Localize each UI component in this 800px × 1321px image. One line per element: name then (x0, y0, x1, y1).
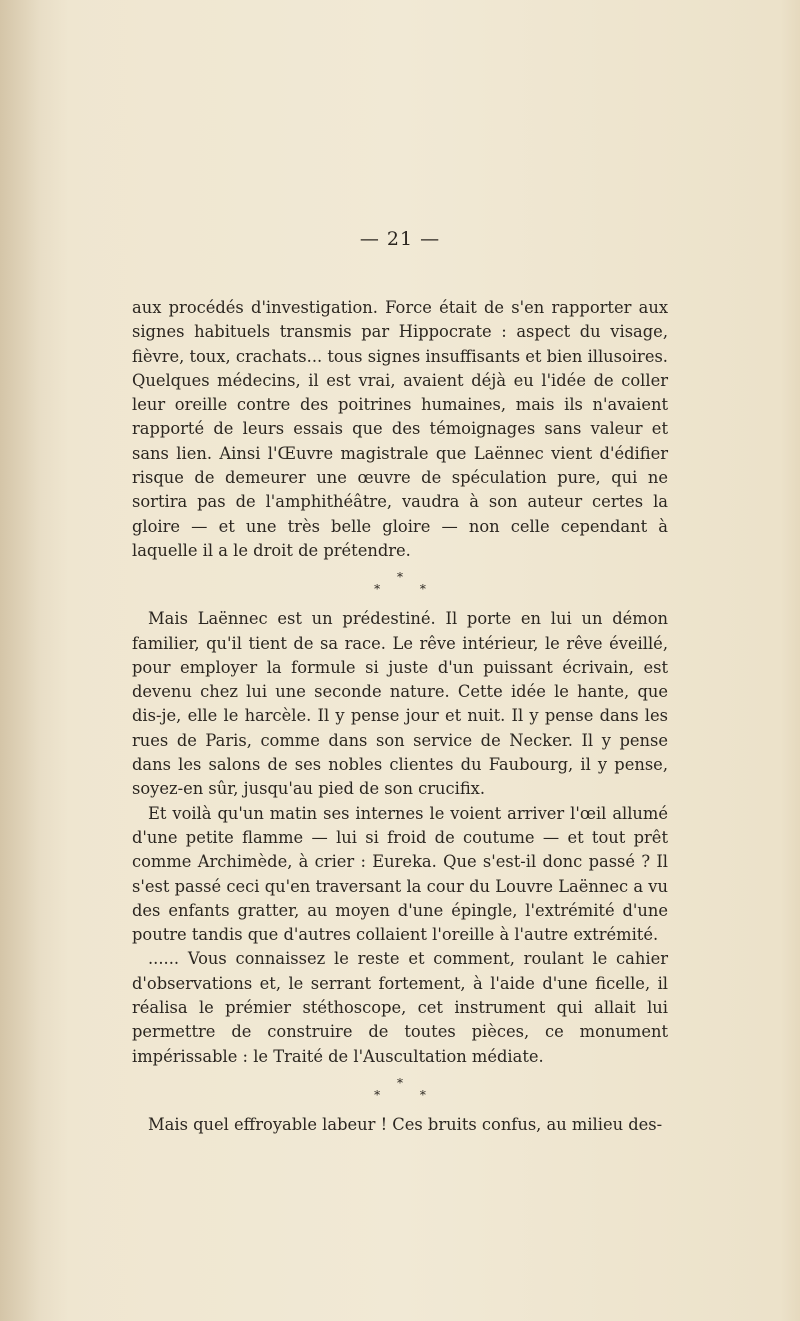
separator-star-bottom-2: * * (374, 1087, 444, 1102)
separator-star-top-2: * (397, 1075, 403, 1090)
page-number: — 21 — (359, 228, 441, 250)
separator-star-top: * (397, 570, 403, 585)
paragraph-3: Et voilà qu'un matin ses internes le voient arriver l'œil allumé d'une petite flamme — lui si froid de coutume — et tout prêt comme Archimède, à crier : Eureka. Que s'est-il donc passé ? Il s'est passé ceci qu'en traversant la cour du Louvre Laënnec a vu des enfants gratter, au moyen d'une épingle, l'extrémité d'une poutre tandis que d'autres collaient l'oreille à l'autre extrémité. (132, 803, 668, 945)
separator-star-bottom: * * (374, 582, 444, 597)
paragraph-1: aux procédés d'investigation. Force était de s'en rapporter aux signes habituels transmis par Hippocrate : aspect du visage, fièvre, toux, crachats... tous signes insuffisants et bien illusoires. Quelques médecins, il est vrai, avaient déjà eu l'idée de coller leur oreille contre des poitrines humaines, mais ils n'avaient rapporté de leurs essais que des témoignages sans valeur et sans lien. Ainsi l'Œuvre magistrale que Laënnec vient d'édifier risque de demeurer une œuvre de spéculation pure, qui ne sortira pas de l'amphithéâtre, vaudra à son auteur certes la gloire — et une très belle gloire — non celle cependant à laquelle il a le droit de prétendre. (132, 298, 668, 560)
paragraph-2: Mais Laënnec est un prédestiné. Il porte en lui un démon familier, qu'il tient de sa race. Le rêve intérieur, le rêve éveillé, pour employer la formule si juste d'un puissant écrivain, est devenu chez lui une seconde nature. Cette idée le hante, que dis-je, elle le harcèle. Il y pense jour et nuit. Il y pense dans les rues de Paris, comme dans son service de Necker. Il y pense dans les salons de ses nobles clientes du Faubourg, il y pense, soyez-en sûr, jusqu'au pied de son crucifix. (132, 609, 668, 799)
section-separator-2 (132, 1069, 668, 1113)
paragraph-4: ...... Vous connaissez le reste et comment, roulant le cahier d'observations et, le serrant fortement, à l'aide d'une ficelle, il réalisa le prémier stéthoscope, cet instrument qui allait lui permettre de construire de toutes pièces, ce monument impérissable : le Traité de l'Auscultation médiate. (132, 949, 668, 1066)
page-edge-shadow (0, 0, 70, 1321)
paragraph-5: Mais quel effroyable labeur ! Ces bruits confus, au milieu des- (148, 1114, 663, 1134)
body-text (132, 296, 668, 1137)
section-separator (132, 563, 668, 607)
